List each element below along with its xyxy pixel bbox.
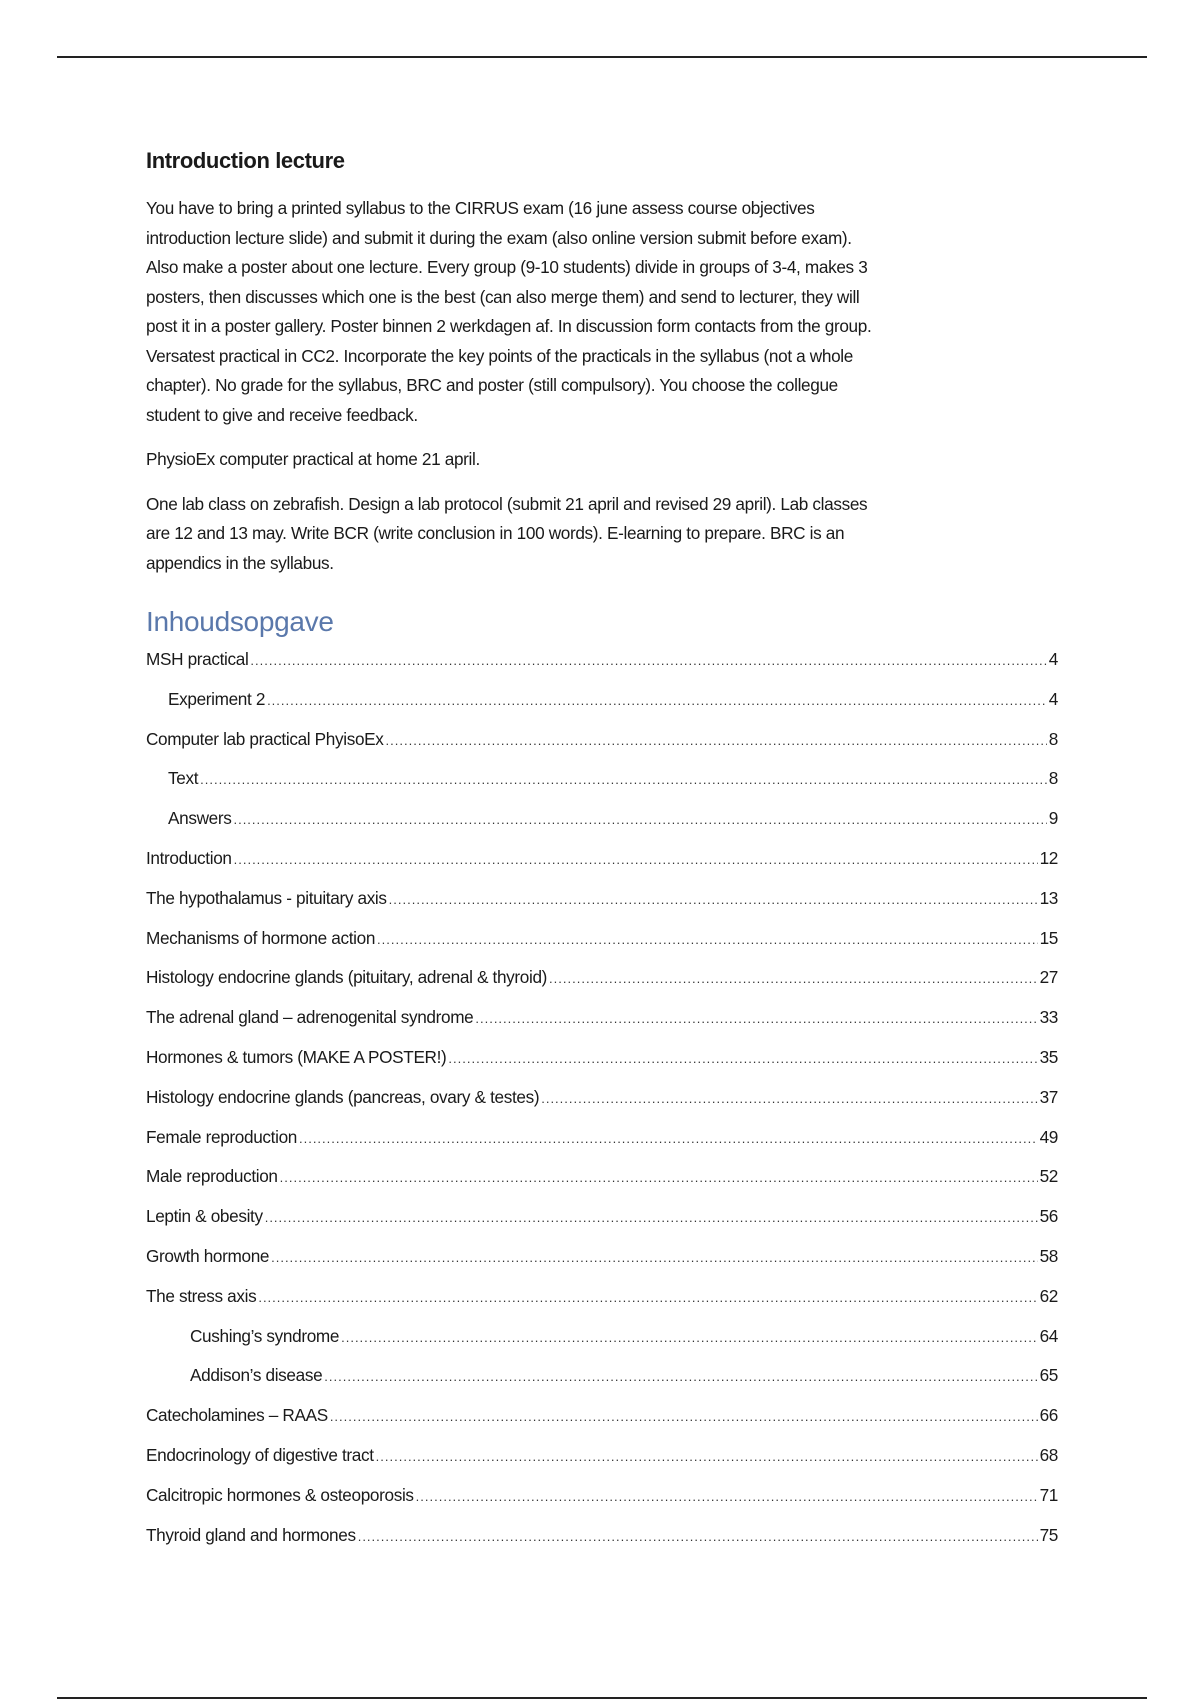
toc-entry-label: Cushing’s syndrome: [190, 1325, 340, 1346]
dot-leader: [233, 800, 1046, 840]
dot-leader: [258, 1278, 1037, 1318]
toc-entry-label: The hypothalamus - pituitary axis: [146, 887, 387, 908]
toc-entry-page: 35: [1039, 1046, 1058, 1067]
dot-leader: [250, 641, 1046, 681]
text-line: chapter). No grade for the syllabus, BRC and poster (still compulsory). You choose the collegue: [146, 375, 838, 395]
toc-entry-page: 56: [1039, 1206, 1058, 1227]
dot-leader: [549, 959, 1038, 999]
dot-leader: [271, 1238, 1037, 1278]
toc-entry[interactable]: [146, 919, 1058, 959]
dot-leader: [541, 1079, 1037, 1119]
toc-entry[interactable]: [146, 680, 1058, 720]
toc-entry[interactable]: [146, 1476, 1058, 1516]
toc-entry-page: 58: [1039, 1245, 1058, 1266]
section-heading: Introduction lecture: [146, 148, 345, 173]
dot-leader: [341, 1318, 1037, 1358]
toc-entry[interactable]: [146, 1237, 1058, 1277]
toc-entry[interactable]: [146, 759, 1058, 799]
dot-leader: [416, 1477, 1038, 1517]
toc-entry[interactable]: [146, 1157, 1058, 1197]
text-line: appendics in the syllabus.: [146, 552, 334, 573]
paragraph: [146, 490, 1058, 579]
toc-entry-page: 13: [1039, 887, 1058, 908]
toc-entry-label: Growth hormone: [146, 1245, 270, 1266]
dot-leader: [265, 1198, 1038, 1238]
toc-entry-page: 65: [1039, 1365, 1058, 1386]
toc-entry-page: 8: [1048, 728, 1058, 749]
toc-entry-page: 71: [1039, 1484, 1058, 1505]
dot-leader: [324, 1357, 1037, 1397]
toc-entry[interactable]: [146, 1197, 1058, 1237]
dot-leader: [267, 681, 1047, 721]
toc-entry-label: Computer lab practical PhyisoEx: [146, 728, 384, 749]
toc-title: Inhoudsopgave: [146, 606, 334, 637]
text-line: student to give and receive feedback.: [146, 404, 418, 425]
text-line: One lab class on zebrafish. Design a lab protocol (submit 21 april and revised 29 april). Lab classes: [146, 493, 868, 514]
toc-entry-page: 66: [1039, 1405, 1058, 1426]
toc-entry-label: Calcitropic hormones & osteoporosis: [146, 1484, 414, 1505]
toc-entry-page: 12: [1039, 847, 1058, 868]
toc-entry-label: Leptin & obesity: [146, 1206, 263, 1227]
toc-entry[interactable]: [146, 799, 1058, 839]
toc-entry-page: 4: [1048, 688, 1058, 709]
toc-entry-label: Text: [168, 768, 199, 789]
toc-entry-page: 4: [1048, 649, 1058, 669]
toc-entry[interactable]: [146, 839, 1058, 879]
toc-entry[interactable]: [146, 1516, 1058, 1556]
toc-entry-label: Answers: [168, 808, 232, 829]
toc-entry-page: 49: [1039, 1126, 1058, 1147]
dot-leader: [386, 721, 1047, 761]
toc-entry-label: Mechanisms of hormone action: [146, 927, 376, 948]
toc-entry-label: Experiment 2: [168, 688, 266, 709]
dot-leader: [389, 880, 1038, 920]
toc-entry[interactable]: [146, 1317, 1058, 1357]
toc-entry[interactable]: [146, 1118, 1058, 1158]
dot-leader: [234, 840, 1038, 880]
toc-entry-label: Catecholamines – RAAS: [146, 1405, 328, 1426]
toc-entry-label: Histology endocrine glands (pancreas, ovary & testes): [146, 1086, 540, 1107]
toc-entry-label: The stress axis: [146, 1285, 257, 1306]
page-content: [146, 148, 1058, 1555]
toc-entry-page: 52: [1039, 1166, 1058, 1187]
toc-entry[interactable]: [146, 998, 1058, 1038]
text-line: Versatest practical in CC2. Incorporate the key points of the practicals in the syllabus (not a whole: [146, 345, 853, 366]
toc-entry[interactable]: [146, 1038, 1058, 1078]
text-line: post it in a poster gallery. Poster binnen 2 werkdagen af. In discussion form contacts from the group.: [146, 316, 872, 336]
toc-entry-label: Hormones & tumors (MAKE A POSTER!): [146, 1046, 447, 1067]
toc-entry-label: Female reproduction: [146, 1126, 297, 1147]
body-text: [146, 194, 1058, 578]
toc-entry-page: 75: [1039, 1524, 1058, 1545]
toc-entry-page: 33: [1039, 1007, 1058, 1028]
toc-entry-page: 9: [1048, 808, 1058, 829]
toc-entry-page: 27: [1039, 967, 1058, 988]
toc-entry[interactable]: [146, 1078, 1058, 1118]
toc-entry-page: 8: [1048, 768, 1058, 789]
paragraph: [146, 445, 1058, 475]
toc-entry[interactable]: [146, 1396, 1058, 1436]
text-line: PhysioEx computer practical at home 21 april.: [146, 449, 480, 469]
toc-entry-page: 68: [1039, 1444, 1058, 1465]
toc-entry-label: Thyroid gland and hormones: [146, 1524, 356, 1545]
toc-entry-label: Male reproduction: [146, 1166, 278, 1187]
toc-entry[interactable]: [146, 720, 1058, 760]
toc-entry[interactable]: [146, 1356, 1058, 1396]
dot-leader: [200, 760, 1047, 800]
text-line: introduction lecture slide) and submit it during the exam (also online version submit before exam).: [146, 227, 852, 248]
footer-rule: [57, 1697, 1147, 1699]
dot-leader: [377, 920, 1038, 960]
paragraph: [146, 194, 1058, 430]
text-line: Also make a poster about one lecture. Every group (9-10 students) divide in groups of 3-4, makes 3: [146, 257, 868, 277]
dot-leader: [448, 1039, 1037, 1079]
toc-entry-label: Addison’s disease: [190, 1365, 323, 1386]
table-of-contents: [146, 640, 1058, 1555]
toc-entry-label: Introduction: [146, 847, 232, 868]
text-line: You have to bring a printed syllabus to the CIRRUS exam (16 june assess course objectives: [146, 198, 815, 218]
toc-entry-page: 37: [1039, 1086, 1058, 1107]
text-line: are 12 and 13 may. Write BCR (write conclusion in 100 words). E-learning to prepare. BRC is an: [146, 523, 845, 543]
toc-entry[interactable]: [146, 640, 1058, 680]
dot-leader: [280, 1158, 1038, 1198]
dot-leader: [299, 1119, 1038, 1159]
toc-entry-label: Endocrinology of digestive tract: [146, 1444, 374, 1465]
toc-entry[interactable]: [146, 958, 1058, 998]
toc-entry-page: 62: [1039, 1285, 1058, 1306]
toc-entry[interactable]: [146, 1277, 1058, 1317]
toc-entry-label: MSH practical: [146, 649, 249, 669]
toc-entry[interactable]: [146, 879, 1058, 919]
toc-entry[interactable]: [146, 1436, 1058, 1476]
dot-leader: [475, 999, 1037, 1039]
dot-leader: [376, 1437, 1038, 1477]
toc-entry-page: 15: [1039, 927, 1058, 948]
toc-entry-page: 64: [1039, 1325, 1058, 1346]
text-line: posters, then discusses which one is the best (can also merge them) and send to lecturer, they will: [146, 286, 860, 307]
toc-entry-label: The adrenal gland – adrenogenital syndrome: [146, 1007, 474, 1028]
dot-leader: [330, 1397, 1038, 1437]
toc-entry-label: Histology endocrine glands (pituitary, adrenal & thyroid): [146, 967, 548, 988]
header-rule: [57, 56, 1147, 58]
dot-leader: [358, 1517, 1038, 1557]
